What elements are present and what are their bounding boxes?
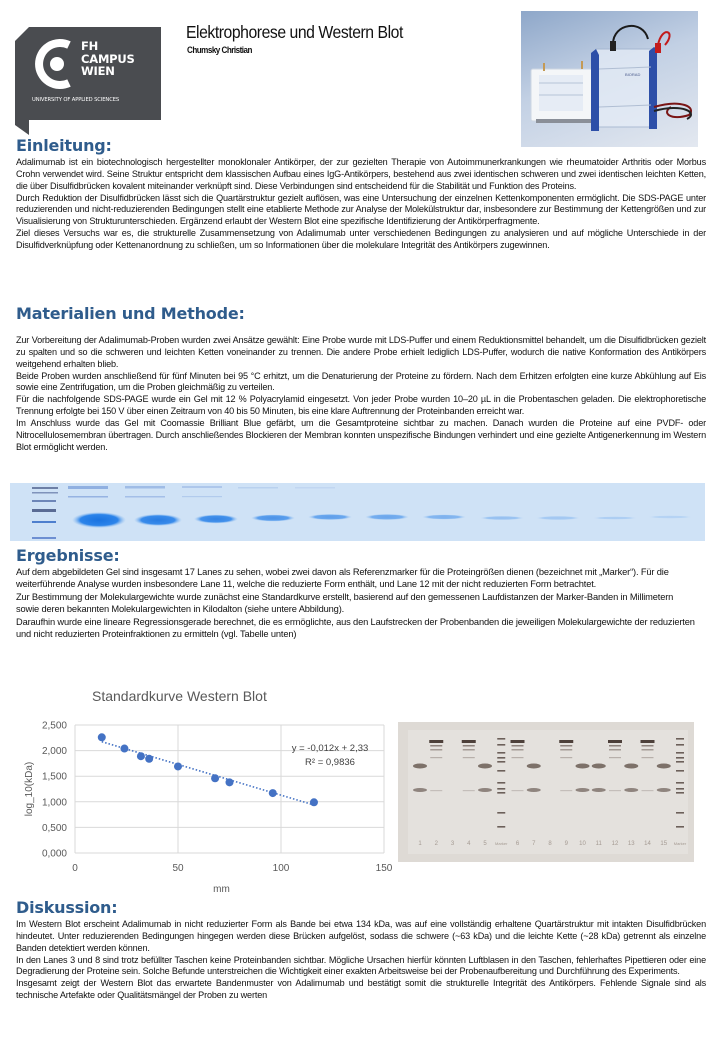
data-point [226, 778, 234, 786]
blot-membrane [408, 730, 688, 854]
blot-lane-label: 7 [532, 841, 536, 847]
einleitung-text [16, 157, 706, 252]
x-tick-label: 100 [272, 863, 290, 874]
methode-paragraph: Für die nachfolgende SDS-PAGE wurde ein Gel mit 12 % Polyacrylamid eingesetzt. Von jeder Probe wurden 10–20 µL in die Probentaschen geladen. Die elektrophoretische Trennung erfolgte bei 150 V über einen Zeitraum von 40 bis 50 Minuten, bis eine klare Auftrennung der Proteinbanden erreicht war. [16, 394, 706, 417]
ergebnisse-text [16, 566, 696, 640]
methode-paragraph: Zur Vorbereitung der Adalimumab-Proben wurden zwei Ansätze gewählt: Eine Probe wurde mit LDS-Puffer und einem Reduktionsmittel behandelt, um die Disulfidbrücken gezielt zu spalten und so die schweren und leichten Ketten voneinander zu trennen. Die andere Probe erhielt lediglich LDS-Puffer, wodurch die native Konformation des Antikörpers weitgehend erhalten blieb. [16, 335, 706, 369]
diskussion-paragraph: Im Western Blot erscheint Adalimumab in nicht reduzierter Form als Bande bei etwa 134 kDa, was auf eine vollständig erhaltene Quartärstruktur mit intakten Disulfidbrücken hindeutet. Unter reduzierenden Bedingungen hingegen werden diese Brücken aufgelöst, sodass die schwere (~63 kDa) und die leichte Kette (~28 kDa) getrennt als einzelne Banden detektiert werden können. [16, 919, 706, 953]
section-heading-ergebnisse: Ergebnisse: [16, 546, 120, 565]
y-tick-label: 2,500 [41, 720, 67, 732]
trendline-r-squared: R² = 0,9836 [305, 757, 355, 768]
diskussion-text [16, 919, 706, 1002]
blot-lane-label: 10 [579, 841, 586, 847]
western-blot-image [398, 722, 694, 862]
trendline-equation: y = -0,012x + 2,33 [291, 743, 369, 754]
svg-text:BIORAD: BIORAD [625, 72, 641, 77]
einleitung-paragraph: Adalimumab ist ein biotechnologisch hergestellter monoklonaler Antikörper, der zur gezielten Therapie von Autoimmunerkrankungen wie rheumatoider Arthritis oder Morbus Crohn verwendet wird. Seine Struktur entspricht dem klassischen Aufbau eines IgG-Antikörpers, bestehend aus zwei identischen schweren und zwei identischen leichten Ketten, die über Disulfidbrücken kovalent miteinander verknüpft sind. Diese Verbindungen sind entscheidend für die Stabilität und Funktion des Proteins. [16, 157, 706, 191]
blot-lane-label: Marker [495, 841, 508, 846]
einleitung-paragraph: Ziel dieses Versuchs war es, die strukturelle Zusammensetzung von Adalimumab unter verschiedenen Bedingungen zu analysieren und auf mögliche Unterschiede in der Disulfidverknüpfung oder Kettenanordnung zu schließen, um so Informationen über die molekulare Integrität des Antikörpers zugewinnen. [16, 228, 706, 250]
blot-lane-label: 4 [467, 841, 471, 847]
page-title: Elektrophorese und Western Blot [186, 22, 403, 42]
einleitung-paragraph: Durch Reduktion der Disulfidbrücken lässt sich die Quartärstruktur gezielt auflösen, was eine Untersuchung der einzelnen Kettenkomponenten ermöglicht. Die SDS-PAGE unter reduzierenden und nicht-reduzierenden Bedingungen stellt eine etablierte Methode zur Analyse der Molekülstruktur dar, insbesondere zur Bestimmung der Kettengrößen und zur Visualisierung von Strukturunterschieden. Ergänzend erlaubt der Western Blot eine spezifische Identifizierung der Antikörperfragmente. [16, 192, 706, 227]
gel-bands [10, 483, 705, 541]
x-tick-label: 150 [375, 863, 393, 874]
x-tick-label: 0 [72, 863, 78, 874]
data-point [269, 789, 277, 797]
standard-curve-chart [0, 685, 395, 900]
x-tick-label: 50 [172, 863, 184, 874]
diskussion-paragraph: Insgesamt zeigt der Western Blot das erwartete Bandenmuster von Adalimumab und bestätigt somit die strukturelle Integrität des Antikörpers. Fehlende Signale sind als technische Artefakte oder Qualitätsmängel der Proben zu werten [16, 978, 706, 1001]
blot-lane-label: 13 [627, 841, 635, 847]
blot-lane-label: 12 [611, 841, 619, 847]
y-tick-label: 0,000 [41, 848, 67, 860]
data-point [120, 745, 128, 753]
chart-title: Standardkurve Western Blot [92, 688, 267, 704]
logo-line-fh: FH [81, 39, 99, 53]
ergebnisse-paragraph: Auf dem abgebildeten Gel sind insgesamt 17 Lanes zu sehen, wobei zwei davon als Referenzmarker für die Proteingrößen dienen (bezeichnet mit „Marker“). Für die weiterführende Analyse wurden insbesondere Lane 11, welche die reduzierte Form enthält, und Lane 12 mit der nicht reduzierten Form betrachtet. [16, 567, 669, 590]
logo-subtitle: UNIVERSITY OF APPLIED SCIENCES [32, 97, 120, 103]
blot-lane-label: Marker [673, 841, 687, 846]
data-point [98, 733, 106, 741]
y-axis-label: log_10(kDa) [24, 761, 35, 817]
blot-lane-label: 14 [644, 841, 651, 847]
y-tick-label: 1,000 [41, 797, 67, 809]
blot-lane-label: 1 [418, 841, 422, 847]
blot-lane-label: 5 [483, 841, 487, 847]
methode-paragraph: Im Anschluss wurde das Gel mit Coomassie Brilliant Blue gefärbt, um die Gesamtproteine sichtbar zu machen. Danach wurden die Proteine auf eine PVDF- oder Nitrocellulosemembran übertragen. Durch anschließendes Blockieren der Membran konnten unspezifische Bindungen verhindert und eine gezielte Antigenerkennung im Western Blot ermöglicht werden. [16, 417, 706, 452]
trendline [102, 742, 314, 805]
diskussion-paragraph: In den Lanes 3 und 8 sind trotz befüllter Taschen keine Proteinbanden sichtbar. Mögliche Ursachen hierfür könnten Luftblasen in den Taschen, fehlerhaftes Pipettieren oder eine Degradierung der Proteine sein. Solche Befunde unterstreichen die Wichtigkeit einer exakten Arbeitsweise bei der Probenaufbereitung und Durchführung des Experiments. [16, 954, 706, 977]
y-tick-label: 2,000 [41, 746, 67, 758]
blot-lane-label: 3 [450, 841, 455, 847]
ergebnisse-paragraph: Zur Bestimmung der Molekulargewichte wurde zunächst eine Standardkurve erstellt, basierend auf den gemessenen Laufdistanzen der Marker-Banden in Millimetern sowie deren bekannten Molekulargewichten in Kilodalton (siehe untere Abbildung). [16, 591, 674, 615]
y-tick-label: 0,500 [41, 822, 67, 834]
sds-page-gel-image [10, 483, 705, 541]
logo-wordmark [81, 40, 135, 78]
blot-bands [408, 730, 688, 854]
y-tick-label: 1,500 [41, 771, 67, 783]
electrophoresis-apparatus-image [521, 11, 698, 147]
apparatus-illustration [521, 11, 698, 147]
x-axis-label: mm [213, 884, 230, 895]
fh-campus-wien-logo [15, 27, 161, 135]
chart-plot [0, 685, 395, 900]
logo-line-wien: WIEN [81, 64, 115, 78]
logo-line-campus: CAMPUS [81, 51, 135, 66]
section-heading-diskussion: Diskussion: [16, 898, 118, 917]
methode-text [16, 335, 706, 453]
data-point [145, 755, 153, 763]
data-point [211, 774, 219, 782]
blot-lane-label: 2 [434, 841, 438, 847]
blot-lane-label: 9 [564, 841, 568, 847]
blot-lane-label: 15 [660, 841, 668, 847]
author-name: Chumsky Christian [187, 45, 252, 56]
blot-lane-label: 6 [515, 841, 520, 847]
data-point [310, 798, 318, 806]
blot-lane-label: 8 [548, 841, 552, 847]
section-heading-methode: Materialien und Methode: [16, 304, 245, 323]
blot-lane-label: 11 [595, 841, 602, 847]
section-heading-einleitung: Einleitung: [16, 136, 112, 155]
data-point [137, 752, 145, 760]
methode-paragraph: Beide Proben wurden anschließend für fünf Minuten bei 95 °C erhitzt, um die Denaturierung der Proteine zu fördern. Nach dem Erhitzen erfolgten eine kurze Abkühlung auf Eis sowie eine Zentrifugation, um die Proben gleichmäßig zu verteilen. [16, 370, 706, 393]
ergebnisse-paragraph: Daraufhin wurde eine lineare Regressionsgerade berechnet, die es ermöglichte, aus den Laufstrecken der Probenbanden die jeweiligen Molekulargewichte der reduzierten und nicht reduzierten Proteinfraktionen zu ermitteln (vgl. Tabelle unten) [16, 616, 695, 640]
data-point [174, 762, 182, 770]
